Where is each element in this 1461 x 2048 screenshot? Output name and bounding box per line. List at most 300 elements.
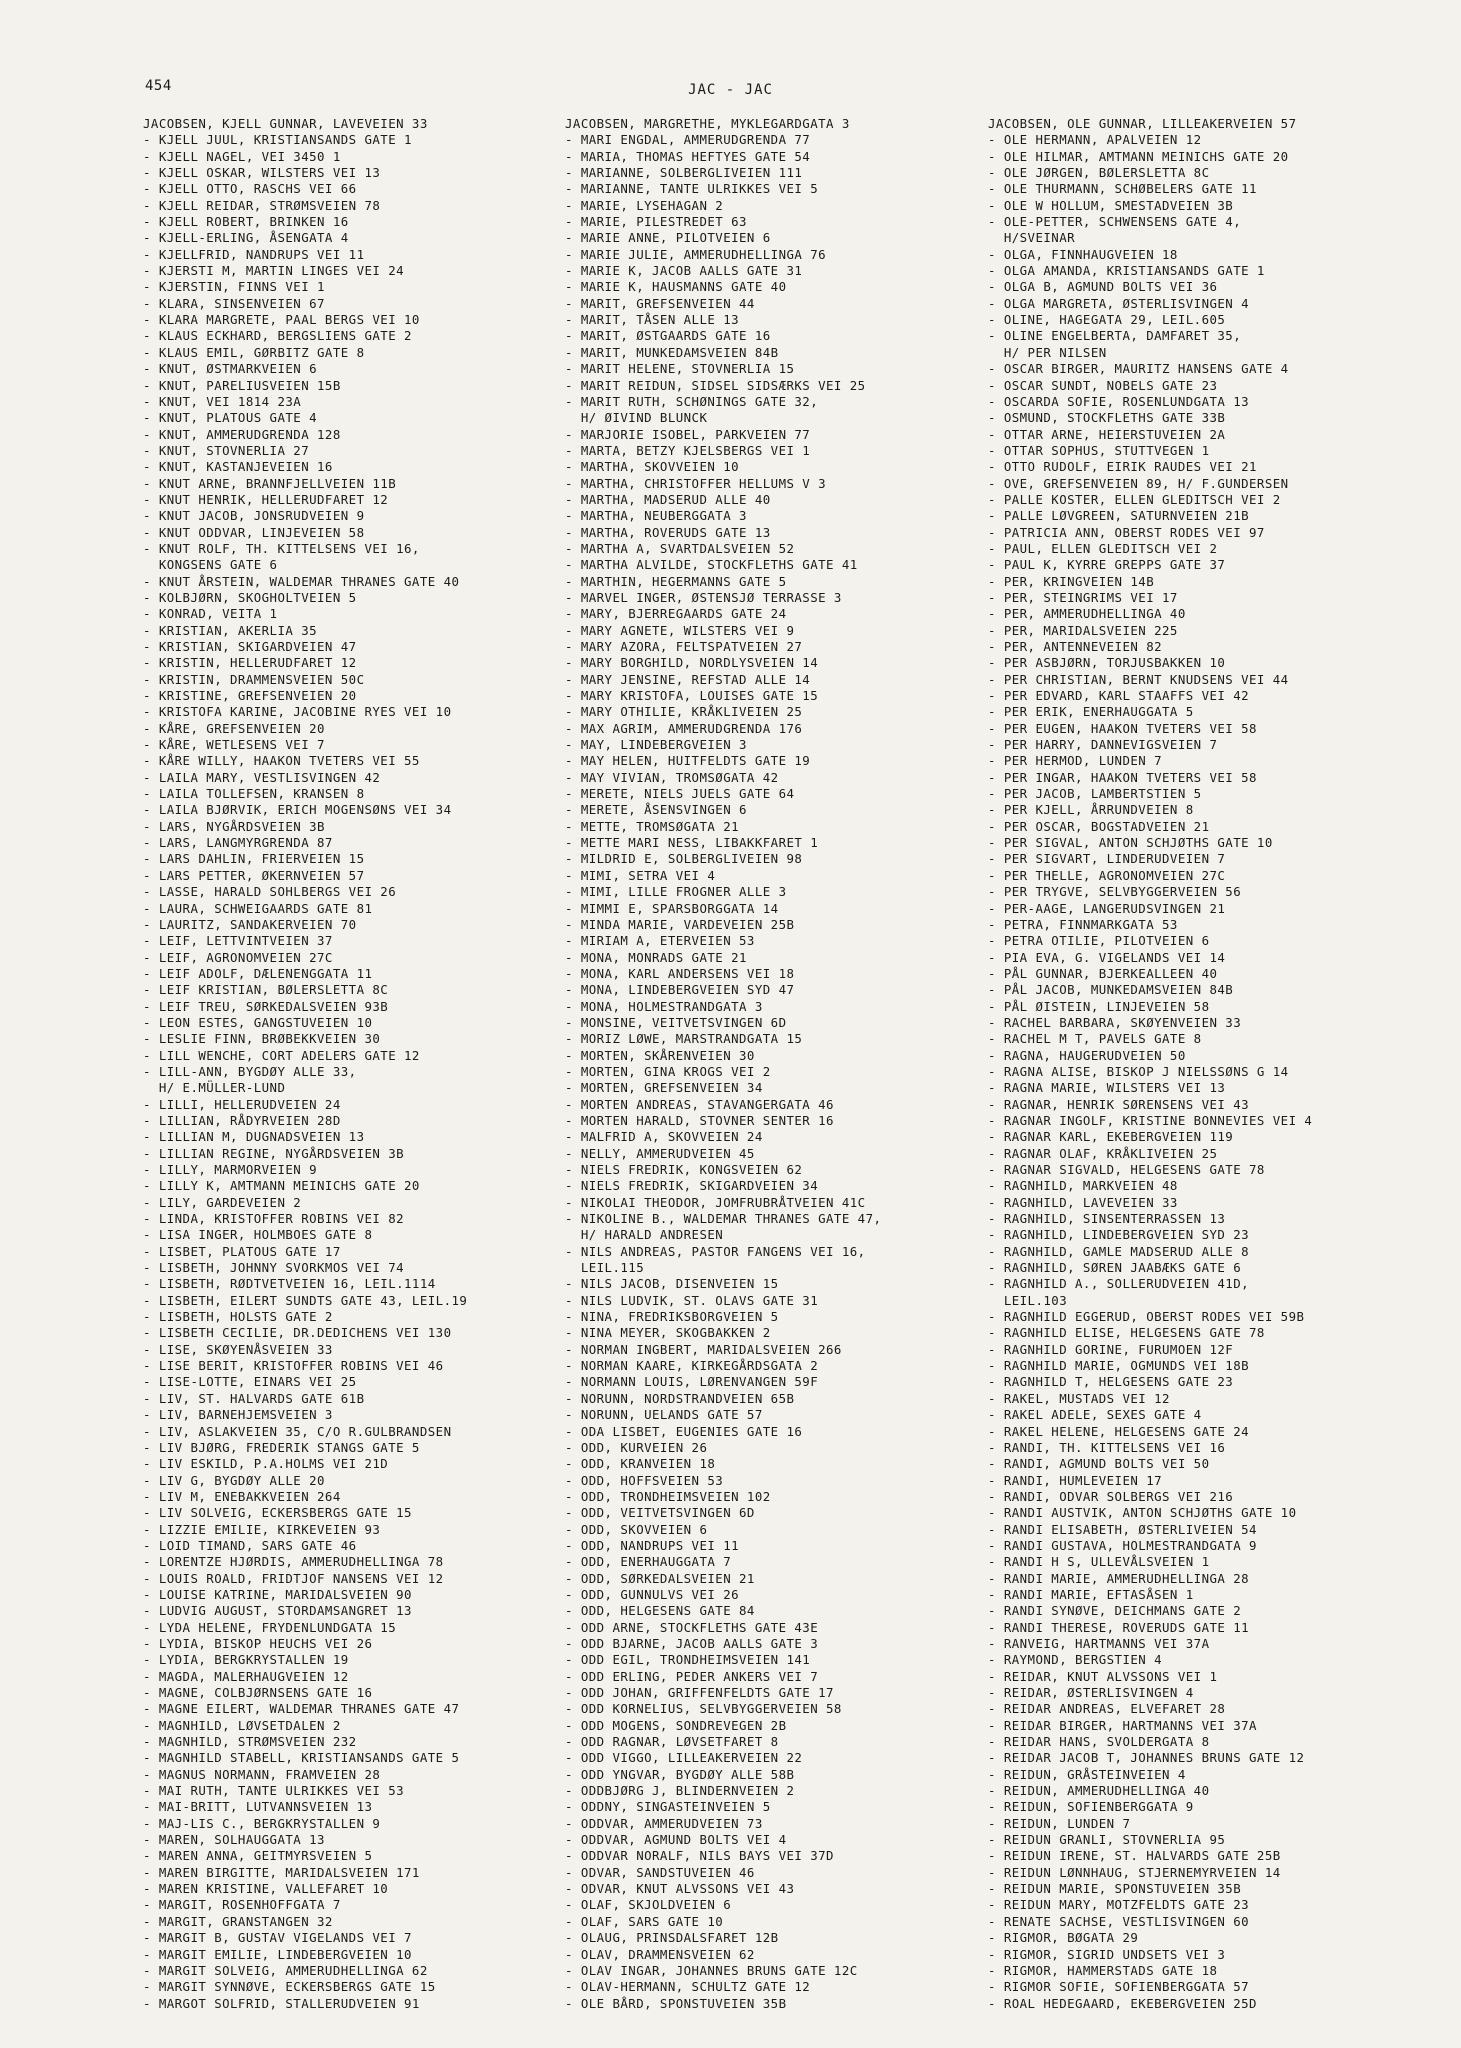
directory-entry: - MAI RUTH, TANTE ULRIKKES VEI 53 [143,1783,405,1799]
directory-entry: - MARIANNE, TANTE ULRIKKES VEI 5 [565,181,819,197]
directory-entry: KONGSENS GATE 6 [143,557,278,573]
directory-entry: - PER OSCAR, BOGSTADVEIEN 21 [988,818,1210,834]
directory-entry: - RANDI THERESE, ROVERUDS GATE 11 [988,1619,1250,1635]
directory-entry: - NIKOLINE B., WALDEMAR THRANES GATE 47, [565,1211,882,1227]
directory-entry: - LEIF, AGRONOMVEIEN 27C [143,949,333,965]
directory-entry: - LIV ESKILD, P.A.HOLMS VEI 21D [143,1456,389,1472]
directory-entry: - LARS DAHLIN, FRIERVEIEN 15 [143,851,365,867]
directory-entry: - MAGNHILD STABELL, KRISTIANSANDS GATE 5 [143,1750,460,1766]
directory-entry: - MAGNUS NORMANN, FRAMVEIEN 28 [143,1766,381,1782]
directory-entry: - REIDAR BIRGER, HARTMANNS VEI 37A [988,1717,1257,1733]
directory-entry: - RAGNHILD MARIE, OGMUNDS VEI 18B [988,1358,1250,1374]
directory-entry: - MAGNE, COLBJØRNSENS GATE 16 [143,1685,373,1700]
directory-entry: - ODD MOGENS, SONDREVEGEN 2B [565,1717,787,1733]
directory-entry: - KRISTIN, HELLERUDFARET 12 [143,655,357,671]
directory-entry: - KNUT, PLATOUS GATE 4 [143,410,318,426]
directory-entry: - PATRICIA ANN, OBERST RODES VEI 97 [988,524,1265,540]
directory-entry: - PER HARRY, DANNEVIGSVEIEN 7 [988,737,1218,753]
directory-entry: - KNUT ÅRSTEIN, WALDEMAR THRANES GATE 40 [143,573,460,589]
directory-entry: - MARGIT SOLVEIG, AMMERUDHELLINGA 62 [143,1962,428,1978]
directory-entry: - MARGIT EMILIE, LINDEBERGVEIEN 10 [143,1946,412,1962]
directory-entry: - LISA INGER, HOLMBOES GATE 8 [143,1227,373,1243]
directory-entry: - MARY BORGHILD, NORDLYSVEIEN 14 [565,655,819,671]
directory-entry: - LAILA TOLLEFSEN, KRANSEN 8 [143,786,365,802]
directory-entry: - MARTHIN, HEGERMANNS GATE 5 [565,573,787,589]
directory-entry: - OLGA B, AGMUND BOLTS VEI 36 [988,279,1218,295]
directory-entry: - RAGNAR, HENRIK SØRENSENS VEI 43 [988,1096,1250,1112]
directory-entry: - ODD, NANDRUPS VEI 11 [565,1537,740,1553]
directory-entry: - ODD, VEITVETSVINGEN 6D [565,1505,755,1521]
directory-entry: - MARIT, MUNKEDAMSVEIEN 84B [565,344,779,360]
directory-entry: - NORUNN, NORDSTRANDVEIEN 65B [565,1390,795,1406]
directory-entry: - REIDAR JACOB T, JOHANNES BRUNS GATE 12 [988,1750,1305,1766]
directory-entry: - OLAV INGAR, JOHANNES BRUNS GATE 12C [565,1962,858,1978]
directory-entry: - MAREN, SOLHAUGGATA 13 [143,1832,325,1848]
directory-entry: - OSMUND, STOCKFLETHS GATE 33B [988,410,1226,426]
directory-entry: - OLAF, SARS GATE 10 [565,1913,724,1929]
directory-entry: - MONA, HOLMESTRANDGATA 3 [565,998,763,1014]
directory-entry: - OLE HERMANN, APALVEIEN 12 [988,132,1202,148]
directory-entry: - LARS PETTER, ØKERNVEIEN 57 [143,867,365,883]
directory-entry: - ODVAR, SANDSTUVEIEN 46 [565,1864,755,1880]
directory-entry: - RAGNAR SIGVALD, HELGESENS GATE 78 [988,1162,1265,1177]
directory-entry: - ODD, HOFFSVEIEN 53 [565,1472,724,1488]
directory-entry: - RANVEIG, HARTMANNS VEI 37A [988,1635,1210,1651]
directory-entry: - KNUT, KASTANJEVEIEN 16 [143,459,333,475]
directory-entry: - MARTHA, SKOVVEIEN 10 [565,459,740,475]
directory-entry: - REIDUN GRANLI, STOVNERLIA 95 [988,1832,1226,1848]
directory-entry: - MARIE K, JACOB AALLS GATE 31 [565,263,803,279]
directory-entry: - RAGNA MARIE, WILSTERS VEI 13 [988,1080,1226,1096]
directory-entry: - LIV SOLVEIG, ECKERSBERGS GATE 15 [143,1505,412,1521]
directory-entry: H/ PER NILSEN [988,344,1107,360]
directory-entry: - PALLE LØVGREEN, SATURNVEIEN 21B [988,508,1250,524]
directory-entry: H/ E.MÜLLER-LUND [143,1080,286,1096]
directory-entry: - MARVEL INGER, ØSTENSJØ TERRASSE 3 [565,589,842,605]
page-number: 454 [145,78,172,94]
directory-entry: - REIDUN, AMMERUDHELLINGA 40 [988,1783,1210,1799]
directory-entry: - KJERSTI M, MARTIN LINGES VEI 24 [143,263,405,279]
directory-entry: H/ ØIVIND BLUNCK [565,410,708,426]
directory-entry: - MIMMI E, SPARSBORGGATA 14 [565,900,779,916]
directory-entry: - NILS LUDVIK, ST. OLAVS GATE 31 [565,1292,819,1308]
directory-entry: - LORENTZE HJØRDIS, AMMERUDHELLINGA 78 [143,1554,444,1570]
directory-entry: - RIGMOR, BØGATA 29 [988,1930,1139,1946]
directory-entry: - LARS, NYGÅRDSVEIEN 3B [143,818,325,834]
directory-entry: - KRISTIAN, AKERLIA 35 [143,622,318,638]
directory-entry: - LEON ESTES, GANGSTUVEIEN 10 [143,1014,373,1030]
directory-entry: - ODD, KURVEIEN 26 [565,1439,708,1455]
directory-entry: - LAILA MARY, VESTLISVINGEN 42 [143,769,381,785]
directory-entry: - LILLIAN, RÅDYRVEIEN 28D [143,1112,341,1128]
directory-entry: H/SVEINAR [988,230,1076,246]
directory-entry: - MIMI, LILLE FROGNER ALLE 3 [565,884,787,900]
directory-entry: - PETRA, FINNMARKGATA 53 [988,916,1178,932]
directory-entry: - NILS JACOB, DISENVEIEN 15 [565,1276,779,1292]
directory-entry: - MAY VIVIAN, TROMSØGATA 42 [565,769,779,785]
directory-entry: - KONRAD, VEITA 1 [143,606,278,622]
directory-entry: - MARIT REIDUN, SIDSEL SIDSÆRKS VEI 25 [565,377,866,393]
directory-entry: - MIMI, SETRA VEI 4 [565,867,716,883]
directory-entry: - NIELS FREDRIK, KONGSVEIEN 62 [565,1162,803,1177]
directory-entry: - PER SIGVAL, ANTON SCHJØTHS GATE 10 [988,835,1273,851]
directory-entry: - PÅL GUNNAR, BJERKEALLEEN 40 [988,965,1218,981]
directory-entry: - LISBETH, EILERT SUNDTS GATE 43, LEIL.19 [143,1292,468,1308]
directory-entry: - RAGNHILD, MARKVEIEN 48 [988,1178,1178,1194]
directory-entry: - LILLIAN REGINE, NYGÅRDSVEIEN 3B [143,1145,405,1161]
directory-entry: - KJELL ROBERT, BRINKEN 16 [143,214,349,230]
directory-entry: - ODD ERLING, PEDER ANKERS VEI 7 [565,1668,819,1684]
directory-entry: - PAUL K, KYRRE GREPPS GATE 37 [988,557,1226,573]
directory-entry: - METTE, TROMSØGATA 21 [565,818,740,834]
directory-entry: H/ HARALD ANDRESEN [565,1227,724,1243]
directory-entry: - LAURA, SCHWEIGAARDS GATE 81 [143,900,373,916]
directory-entry: - LILLY, MARMORVEIEN 9 [143,1162,318,1177]
directory-entry: - ODD RAGNAR, LØVSETFARET 8 [565,1734,779,1750]
directory-entry: - OLAV-HERMANN, SCHULTZ GATE 12 [565,1979,811,1995]
directory-entry: - NIKOLAI THEODOR, JOMFRUBRÅTVEIEN 41C [565,1194,866,1210]
directory-entry: - RACHEL BARBARA, SKØYENVEIEN 33 [988,1014,1242,1030]
directory-entry: - RAGNHILD GORINE, FURUMOEN 12F [988,1341,1234,1357]
directory-entry: - RIGMOR, SIGRID UNDSETS VEI 3 [988,1946,1226,1962]
directory-entry: - LARS, LANGMYRGRENDA 87 [143,835,333,851]
directory-entry: - LIV G, BYGDØY ALLE 20 [143,1472,325,1488]
directory-entry: - MARGIT B, GUSTAV VIGELANDS VEI 7 [143,1930,412,1946]
directory-entry: - LISE, SKØYENÅSVEIEN 33 [143,1341,333,1357]
directory-entry: - MARIT RUTH, SCHØNINGS GATE 32, [565,393,819,409]
directory-entry: - MARIA, THOMAS HEFTYES GATE 54 [565,148,811,164]
directory-entry: - MORTEN, SKÅRENVEIEN 30 [565,1047,755,1063]
directory-entry: - OLE JØRGEN, BØLERSLETTA 8C [988,165,1210,181]
directory-entry: - LISBET, PLATOUS GATE 17 [143,1243,341,1259]
directory-entry: - MARGOT SOLFRID, STALLERUDVEIEN 91 [143,1995,420,2011]
directory-entry: - MORIZ LØWE, MARSTRANDGATA 15 [565,1031,803,1047]
directory-entry: - LYDIA, BISKOP HEUCHS VEI 26 [143,1635,373,1651]
directory-entry: - KJELL REIDAR, STRØMSVEIEN 78 [143,197,381,213]
directory-entry: - KNUT ARNE, BRANNFJELLVEIEN 11B [143,475,397,491]
directory-entry: - MARY JENSINE, REFSTAD ALLE 14 [565,671,811,687]
directory-entry: - MONA, MONRADS GATE 21 [565,949,747,965]
directory-entry: - MALFRID A, SKOVVEIEN 24 [565,1129,763,1145]
directory-entry: - MARTHA, CHRISTOFFER HELLUMS V 3 [565,475,827,491]
directory-entry: - MIRIAM A, ETERVEIEN 53 [565,933,755,949]
directory-entry: - PER CHRISTIAN, BERNT KNUDSENS VEI 44 [988,671,1289,687]
directory-entry: - OLE HILMAR, AMTMANN MEINICHS GATE 20 [988,148,1289,164]
directory-entry: - LIV, ASLAKVEIEN 35, C/O R.GULBRANDSEN [143,1423,452,1439]
directory-entry: - MAREN ANNA, GEITMYRSVEIEN 5 [143,1848,373,1864]
directory-entry: - PER, MARIDALSVEIEN 225 [988,622,1178,638]
directory-entry: - MARGIT SYNNØVE, ECKERSBERGS GATE 15 [143,1979,436,1995]
directory-entry: - ODA LISBET, EUGENIES GATE 16 [565,1423,803,1439]
directory-entry: - KLAUS ECKHARD, BERGSLIENS GATE 2 [143,328,412,344]
directory-entry: - ODDVAR NORALF, NILS BAYS VEI 37D [565,1848,834,1864]
directory-entry: - ODD, SØRKEDALSVEIEN 21 [565,1570,755,1586]
directory-entry: - MERETE, ÅSENSVINGEN 6 [565,802,747,818]
directory-entry: - LUDVIG AUGUST, STORDAMSANGRET 13 [143,1603,412,1619]
directory-entry: - MAGNE EILERT, WALDEMAR THRANES GATE 47 [143,1701,460,1717]
directory-entry: - PER, ANTENNEVEIEN 82 [988,639,1163,654]
directory-entry: - RIGMOR SOFIE, SOFIENBERGGATA 57 [988,1979,1250,1995]
directory-entry: - ODD, ENERHAUGGATA 7 [565,1554,732,1570]
directory-entry: - ODDBJØRG J, BLINDERNVEIEN 2 [565,1783,795,1799]
directory-entry: - OLAF, SKJOLDVEIEN 6 [565,1897,732,1913]
directory-entry: - RANDI MARIE, AMMERUDHELLINGA 28 [988,1570,1250,1586]
directory-entry: - RAKEL, MUSTADS VEI 12 [988,1390,1170,1406]
directory-entry: - KLARA MARGRETE, PAAL BERGS VEI 10 [143,312,420,328]
directory-entry: - ODDVAR, AGMUND BOLTS VEI 4 [565,1832,787,1848]
directory-entry: - LYDA HELENE, FRYDENLUNDGATA 15 [143,1619,397,1635]
directory-entry: - KRISTIN, DRAMMENSVEIEN 50C [143,671,365,687]
directory-entry: - RANDI SYNØVE, DEICHMANS GATE 2 [988,1603,1242,1619]
directory-entry: - MARY, BJERREGAARDS GATE 24 [565,606,787,622]
directory-entry: - MARGIT, GRANSTANGEN 32 [143,1913,333,1929]
directory-column-3 [988,116,1408,2012]
directory-entry: - OVE, GREFSENVEIEN 89, H/ F.GUNDERSEN [988,475,1289,491]
directory-entry: - PAUL, ELLEN GLEDITSCH VEI 2 [988,540,1218,556]
directory-entry: - LAURITZ, SANDAKERVEIEN 70 [143,916,357,932]
directory-entry: - LEIF TREU, SØRKEDALSVEIEN 93B [143,998,389,1014]
directory-entry: - MARY OTHILIE, KRÅKLIVEIEN 25 [565,704,803,720]
directory-entry: - MARI ENGDAL, AMMERUDGRENDA 77 [565,132,811,148]
directory-entry: - KNUT JACOB, JONSRUDVEIEN 9 [143,508,365,524]
directory-entry: - RANDI H S, ULLEVÅLSVEIEN 1 [988,1554,1210,1570]
directory-entry: - LOUISE KATRINE, MARIDALSVEIEN 90 [143,1586,412,1602]
directory-entry: - LEIF ADOLF, DÆLENENGGATA 11 [143,965,373,981]
directory-entry: - MARY AZORA, FELTSPATVEIEN 27 [565,639,803,654]
directory-entry: - NORMAN KAARE, KIRKEGÅRDSGATA 2 [565,1358,819,1374]
directory-entry: - MAGNHILD, LØVSETDALEN 2 [143,1717,341,1733]
directory-entry: - KNUT HENRIK, HELLERUDFARET 12 [143,491,389,507]
directory-entry: - LIV, BARNEHJEMSVEIEN 3 [143,1407,333,1423]
directory-entry: - ODD JOHAN, GRIFFENFELDTS GATE 17 [565,1685,834,1700]
directory-entry: - RAGNAR OLAF, KRÅKLIVEIEN 25 [988,1145,1218,1161]
directory-entry: - MAGDA, MALERHAUGVEIEN 12 [143,1668,349,1684]
directory-entry: - RAGNAR INGOLF, KRISTINE BONNEVIES VEI 4 [988,1112,1313,1128]
directory-entry: - RANDI AUSTVIK, ANTON SCHJØTHS GATE 10 [988,1505,1297,1521]
directory-entry: - ODD, HELGESENS GATE 84 [565,1603,755,1619]
directory-entry: - MONA, KARL ANDERSENS VEI 18 [565,965,795,981]
directory-entry: - REIDUN MARIE, SPONSTUVEIEN 35B [988,1881,1242,1897]
directory-entry: - ODD, GUNNULVS VEI 26 [565,1586,740,1602]
directory-entry: LEIL.115 [565,1260,645,1276]
directory-entry: - MILDRID E, SOLBERGLIVEIEN 98 [565,851,803,867]
directory-entry: - NINA MEYER, SKOGBAKKEN 2 [565,1325,771,1341]
directory-entry: - LILLI, HELLERUDVEIEN 24 [143,1096,341,1112]
directory-entry: - OLE W HOLLUM, SMESTADVEIEN 3B [988,197,1234,213]
directory-entry: - KOLBJØRN, SKOGHOLTVEIEN 5 [143,589,357,605]
directory-entry: - MARTHA, MADSERUD ALLE 40 [565,491,771,507]
directory-entry: - OSCAR SUNDT, NOBELS GATE 23 [988,377,1218,393]
directory-entry: - MAREN BIRGITTE, MARIDALSVEIEN 171 [143,1864,420,1880]
directory-entry: - MORTEN HARALD, STOVNER SENTER 16 [565,1112,834,1128]
directory-entry: - ODD, TRONDHEIMSVEIEN 102 [565,1488,771,1504]
directory-entry: - RANDI, AGMUND BOLTS VEI 50 [988,1456,1210,1472]
directory-entry: LEIL.103 [988,1292,1068,1308]
directory-entry: - OLAUG, PRINSDALSFARET 12B [565,1930,779,1946]
directory-entry: - NINA, FREDRIKSBORGVEIEN 5 [565,1309,779,1325]
directory-entry: - RENATE SACHSE, VESTLISVINGEN 60 [988,1913,1250,1929]
directory-entry: - MARIE, LYSEHAGAN 2 [565,197,724,213]
directory-entry: - LOID TIMAND, SARS GATE 46 [143,1537,357,1553]
directory-entry: - KJELL NAGEL, VEI 3450 1 [143,148,341,164]
directory-entry: - PER EDVARD, KARL STAAFFS VEI 42 [988,688,1250,704]
directory-entry: - PÅL JACOB, MUNKEDAMSVEIEN 84B [988,982,1234,998]
directory-entry: - KJELL OSKAR, WILSTERS VEI 13 [143,165,381,181]
directory-entry: - MAREN KRISTINE, VALLEFARET 10 [143,1881,389,1897]
directory-entry: - REIDUN, LUNDEN 7 [988,1815,1131,1831]
directory-entry: - MARJORIE ISOBEL, PARKVEIEN 77 [565,426,811,442]
directory-entry: - LILLY K, AMTMANN MEINICHS GATE 20 [143,1178,420,1194]
directory-entry: - OLE BÅRD, SPONSTUVEIEN 35B [565,1995,787,2011]
directory-entry: - LISE BERIT, KRISTOFFER ROBINS VEI 46 [143,1358,444,1374]
directory-entry: - OLE THURMANN, SCHØBELERS GATE 11 [988,181,1257,197]
directory-entry: - MARTHA, ROVERUDS GATE 13 [565,524,771,540]
directory-entry: - RANDI MARIE, EFTASÅSEN 1 [988,1586,1194,1602]
directory-entry: - KRISTIAN, SKIGARDVEIEN 47 [143,639,357,654]
directory-entry: - PALLE KOSTER, ELLEN GLEDITSCH VEI 2 [988,491,1281,507]
directory-entry: - RANDI ELISABETH, ØSTERLIVEIEN 54 [988,1521,1257,1537]
directory-entry: - LASSE, HARALD SOHLBERGS VEI 26 [143,884,397,900]
directory-entry: - OTTAR ARNE, HEIERSTUVEIEN 2A [988,426,1226,442]
directory-entry: - OLINE ENGELBERTA, DAMFARET 35, [988,328,1242,344]
directory-entry: - MARIT, ØSTGAARDS GATE 16 [565,328,771,344]
directory-entry: - RAGNHILD T, HELGESENS GATE 23 [988,1374,1234,1390]
directory-entry: JACOBSEN, KJELL GUNNAR, LAVEVEIEN 33 [143,116,428,131]
directory-entry: - ODD YNGVAR, BYGDØY ALLE 58B [565,1766,795,1782]
directory-entry: - RAGNHILD, LINDEBERGVEIEN SYD 23 [988,1227,1250,1243]
directory-entry: - KJELL-ERLING, ÅSENGATA 4 [143,230,349,246]
directory-entry: - RACHEL M T, PAVELS GATE 8 [988,1031,1202,1047]
directory-entry: - PER KJELL, ÅRRUNDVEIEN 8 [988,802,1194,818]
directory-entry: - MARY KRISTOFA, LOUISES GATE 15 [565,688,819,704]
directory-entry: - KNUT ROLF, TH. KITTELSENS VEI 16, [143,540,420,556]
directory-entry: - REIDAR ANDREAS, ELVEFARET 28 [988,1701,1226,1717]
directory-entry: - RAKEL HELENE, HELGESENS GATE 24 [988,1423,1250,1439]
directory-entry: - KJELLFRID, NANDRUPS VEI 11 [143,246,365,262]
directory-entry: - MONSINE, VEITVETSVINGEN 6D [565,1014,787,1030]
directory-entry: - PER THELLE, AGRONOMVEIEN 27C [988,867,1226,883]
directory-entry: - MARIT, TÅSEN ALLE 13 [565,312,740,328]
directory-entry: - KNUT, ØSTMARKVEIEN 6 [143,361,318,377]
directory-entry: - ODD, SKOVVEIEN 6 [565,1521,708,1537]
directory-entry: - REIDAR, ØSTERLISVINGEN 4 [988,1685,1194,1700]
directory-entry: - ODDVAR, AMMERUDVEIEN 73 [565,1815,763,1831]
directory-entry: - MAY, LINDEBERGVEIEN 3 [565,737,747,753]
directory-entry: - MARTHA A, SVARTDALSVEIEN 52 [565,540,795,556]
directory-entry: - RAKEL ADELE, SEXES GATE 4 [988,1407,1202,1423]
directory-entry: - REIDUN, GRÅSTEINVEIEN 4 [988,1766,1186,1782]
directory-entry: - PER, KRINGVEIEN 14B [988,573,1155,589]
directory-entry: - RAGNHILD ELISE, HELGESENS GATE 78 [988,1325,1265,1341]
directory-entry: - MAX AGRIM, AMMERUDGRENDA 176 [565,720,803,736]
directory-entry: - ODDNY, SINGASTEINVEIEN 5 [565,1799,771,1815]
directory-entry: - KLAUS EMIL, GØRBITZ GATE 8 [143,344,365,360]
directory-entry: - LISBETH CECILIE, DR.DEDICHENS VEI 130 [143,1325,452,1341]
directory-entry: - PIA EVA, G. VIGELANDS VEI 14 [988,949,1226,965]
directory-entry: - RAGNA, HAUGERUDVEIEN 50 [988,1047,1186,1063]
directory-entry: - RIGMOR, HAMMERSTADS GATE 18 [988,1962,1218,1978]
directory-entry: - REIDUN MARY, MOTZFELDTS GATE 23 [988,1897,1250,1913]
directory-entry: - LIV, ST. HALVARDS GATE 61B [143,1390,365,1406]
directory-entry: - NORMANN LOUIS, LØRENVANGEN 59F [565,1374,819,1390]
directory-entry: - KRISTOFA KARINE, JACOBINE RYES VEI 10 [143,704,452,720]
directory-entry: - PER SIGVART, LINDERUDVEIEN 7 [988,851,1226,867]
directory-entry: - MAI-BRITT, LUTVANNSVEIEN 13 [143,1799,373,1815]
directory-entry: - PER, STEINGRIMS VEI 17 [988,589,1178,605]
directory-entry: - MARTA, BETZY KJELSBERGS VEI 1 [565,442,811,458]
directory-entry: - MARIT HELENE, STOVNERLIA 15 [565,361,795,377]
directory-entry: - REIDUN, SOFIENBERGGATA 9 [988,1799,1194,1815]
directory-entry: - PER TRYGVE, SELVBYGGERVEIEN 56 [988,884,1242,900]
directory-entry: - OLINE, HAGEGATA 29, LEIL.605 [988,312,1226,328]
directory-entry: - ODD BJARNE, JACOB AALLS GATE 3 [565,1635,819,1651]
directory-entry: - MARGIT, ROSENHOFFGATA 7 [143,1897,341,1913]
directory-entry: - MARTHA, NEUBERGGATA 3 [565,508,747,524]
directory-entry: - LISE-LOTTE, EINARS VEI 25 [143,1374,357,1390]
directory-entry: - LILL-ANN, BYGDØY ALLE 33, [143,1063,357,1079]
directory-entry: - KÅRE, WETLESENS VEI 7 [143,737,325,753]
directory-entry: - KÅRE, GREFSENVEIEN 20 [143,720,325,736]
directory-entry: - PER INGAR, HAAKON TVETERS VEI 58 [988,769,1257,785]
directory-entry: - LILL WENCHE, CORT ADELERS GATE 12 [143,1047,420,1063]
directory-entry: - LEIF, LETTVINTVEIEN 37 [143,933,333,949]
directory-entry: - LIV M, ENEBAKKVEIEN 264 [143,1488,341,1504]
directory-entry: - MARIANNE, SOLBERGLIVEIEN 111 [565,165,803,181]
directory-entry: - MERETE, NIELS JUELS GATE 64 [565,786,795,802]
directory-entry: - KNUT, VEI 1814 23A [143,393,302,409]
directory-entry: - NORMAN INGBERT, MARIDALSVEIEN 266 [565,1341,842,1357]
directory-entry: - PER HERMOD, LUNDEN 7 [988,753,1163,769]
directory-entry: - RANDI, ODVAR SOLBERGS VEI 216 [988,1488,1234,1504]
directory-entry: - LESLIE FINN, BRØBEKKVEIEN 30 [143,1031,381,1047]
directory-column-2 [565,116,985,2012]
directory-entry: - LAILA BJØRVIK, ERICH MOGENSØNS VEI 34 [143,802,452,818]
directory-entry: - PER EUGEN, HAAKON TVETERS VEI 58 [988,720,1257,736]
directory-entry: - NELLY, AMMERUDVEIEN 45 [565,1145,755,1161]
directory-entry: - OSCAR BIRGER, MAURITZ HANSENS GATE 4 [988,361,1289,377]
directory-entry: - RANDI, HUMLEVEIEN 17 [988,1472,1163,1488]
directory-entry: - ODD ARNE, STOCKFLETHS GATE 43E [565,1619,819,1635]
directory-entry: - MORTEN, GREFSENVEIEN 34 [565,1080,763,1096]
directory-entry: - LIV BJØRG, FREDERIK STANGS GATE 5 [143,1439,420,1455]
directory-entry: - OLGA, FINNHAUGVEIEN 18 [988,246,1178,262]
directory-entry: - LISBETH, JOHNNY SVORKMOS VEI 74 [143,1260,405,1276]
directory-entry: - KRISTINE, GREFSENVEIEN 20 [143,688,357,704]
directory-entry: - MAY HELEN, HUITFELDTS GATE 19 [565,753,811,769]
directory-entry: - RAGNAR KARL, EKEBERGVEIEN 119 [988,1129,1234,1145]
directory-entry: - OTTAR SOPHUS, STUTTVEGEN 1 [988,442,1210,458]
directory-entry: - ODD EGIL, TRONDHEIMSVEIEN 141 [565,1652,811,1668]
directory-entry: - MARIE, PILESTREDET 63 [565,214,747,230]
directory-entry: - KNUT, AMMERUDGRENDA 128 [143,426,341,442]
directory-entry: - MAJ-LIS C., BERGKRYSTALLEN 9 [143,1815,381,1831]
directory-entry: - KÅRE WILLY, HAAKON TVETERS VEI 55 [143,753,420,769]
directory-entry: - REIDAR HANS, SVOLDERGATA 8 [988,1734,1210,1750]
directory-entry: - MINDA MARIE, VARDEVEIEN 25B [565,916,795,932]
directory-entry: - ODD, KRANVEIEN 18 [565,1456,716,1472]
directory-entry: - PER ERIK, ENERHAUGGATA 5 [988,704,1194,720]
directory-entry: - NILS ANDREAS, PASTOR FANGENS VEI 16, [565,1243,866,1259]
directory-entry: - MARIE JULIE, AMMERUDHELLINGA 76 [565,246,827,262]
directory-entry: - LISBETH, RØDTVETVEIEN 16, LEIL.1114 [143,1276,436,1292]
directory-entry: - KJELL JUUL, KRISTIANSANDS GATE 1 [143,132,412,148]
directory-entry: - KJERSTIN, FINNS VEI 1 [143,279,325,295]
directory-entry: - MARIE K, HAUSMANNS GATE 40 [565,279,787,295]
directory-entry: - LEIF KRISTIAN, BØLERSLETTA 8C [143,982,389,998]
directory-entry: - PÅL ØISTEIN, LINJEVEIEN 58 [988,998,1210,1014]
directory-entry: - MARTHA ALVILDE, STOCKFLETHS GATE 41 [565,557,858,573]
directory-entry: - KNUT ODDVAR, LINJEVEIEN 58 [143,524,365,540]
